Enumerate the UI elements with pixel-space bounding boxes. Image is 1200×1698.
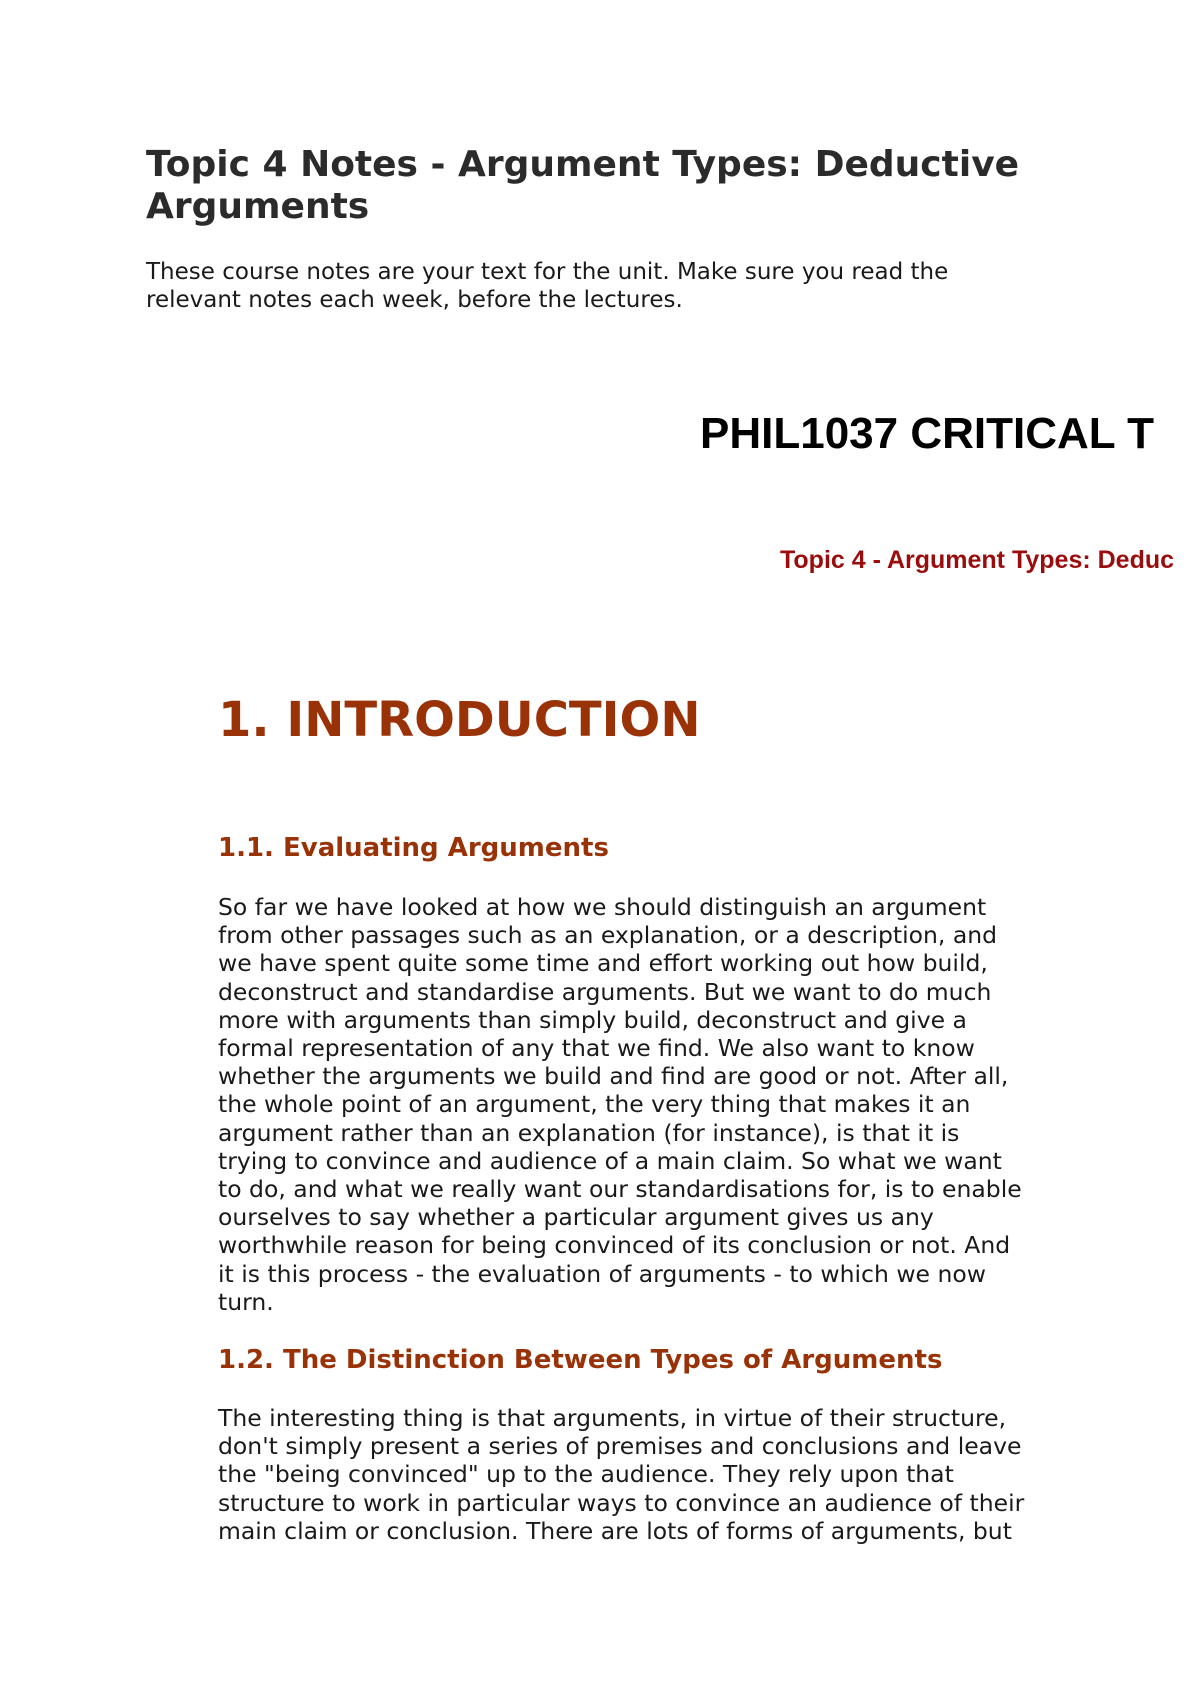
paragraph-line: it is this process - the evaluation of arguments - to which we now xyxy=(218,1259,986,1288)
paragraph-line: deconstruct and standardise arguments. But we want to do much xyxy=(218,977,992,1006)
paragraph-line: turn. xyxy=(218,1287,274,1316)
paragraph-line: structure to work in particular ways to convince an audience of their xyxy=(218,1488,1025,1517)
paragraph-line: whether the arguments we build and find are good or not. After all, xyxy=(218,1062,1009,1091)
paragraph-line: argument rather than an explanation (for instance), is that it is xyxy=(218,1118,960,1147)
subsection-paragraph-distinction xyxy=(218,1404,1078,1545)
paragraph-line: worthwhile reason for being convinced of its conclusion or not. And xyxy=(218,1231,1011,1260)
document-title: Topic 4 Notes - Argument Types: Deductive Arguments xyxy=(146,144,1020,227)
paragraph-line: to do, and what we really want our standardisations for, is to enable xyxy=(218,1175,1022,1204)
paragraph-line: the whole point of an argument, the very thing that makes it an xyxy=(218,1090,971,1119)
paragraph-line: main claim or conclusion. There are lots of forms of arguments, but xyxy=(218,1516,1012,1545)
paragraph-line: more with arguments than simply build, deconstruct and give a xyxy=(218,1005,967,1034)
course-title: PHIL1037 CRITICAL T xyxy=(700,409,1154,458)
subsection-heading-evaluating: 1.1. Evaluating Arguments xyxy=(218,833,609,863)
topic-subtitle: Topic 4 - Argument Types: Deduc xyxy=(780,546,1175,574)
subsection-paragraph-evaluating xyxy=(218,893,1078,1316)
paragraph-line: don't simply present a series of premises and conclusions and leave xyxy=(218,1432,1022,1461)
subsection-heading-distinction: 1.2. The Distinction Between Types of Arguments xyxy=(218,1345,943,1375)
paragraph-line: ourselves to say whether a particular argument gives us any xyxy=(218,1203,934,1232)
paragraph-line: we have spent quite some time and effort working out how build, xyxy=(218,949,988,978)
paragraph-line: The interesting thing is that arguments, in virtue of their structure, xyxy=(218,1404,1007,1432)
paragraph-line: formal representation of any that we find. We also want to know xyxy=(218,1034,975,1063)
paragraph-line: from other passages such as an explanation, or a description, and xyxy=(218,921,998,950)
paragraph-line: trying to convince and audience of a main claim. So what we want xyxy=(218,1146,1002,1175)
paragraph-line: So far we have looked at how we should distinguish an argument xyxy=(218,893,987,921)
section-heading: 1. INTRODUCTION xyxy=(218,692,701,748)
document-intro: These course notes are your text for the unit. Make sure you read the relevant notes each week, before the lectures. xyxy=(146,259,949,313)
paragraph-line: the "being convinced" up to the audience. They rely upon that xyxy=(218,1460,954,1489)
